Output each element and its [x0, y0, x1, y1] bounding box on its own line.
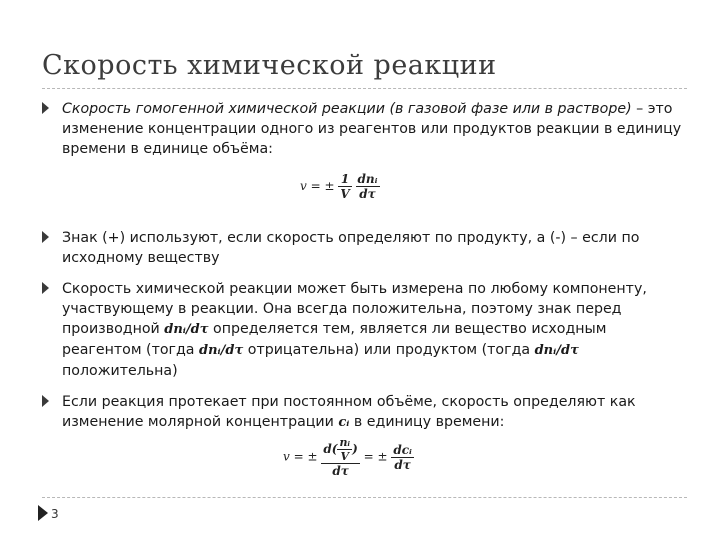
- bullet-arrow-icon: [42, 102, 49, 114]
- bullet-item-2: [62, 228, 687, 268]
- concentration-symbol: cᵢ: [338, 415, 350, 430]
- fraction-denominator: dτ: [332, 464, 349, 478]
- rate-formula-1: [300, 172, 380, 201]
- bullet-text: Знак (+) используют, если скорость определяют по продукту, а (-) – если по исходному веществу: [62, 230, 640, 266]
- fraction-numerator: d( $\frac{\text{nᵢ}}{V}$ ): [323, 436, 358, 463]
- slide-title: Скорость химической реакции: [42, 50, 497, 81]
- fraction-numerator: 1: [338, 172, 351, 187]
- fraction-denominator: V: [340, 187, 350, 201]
- bullet-arrow-icon: [42, 231, 49, 243]
- definition-term: Скорость гомогенной химической реакции: [62, 101, 385, 117]
- bullet-arrow-icon: [42, 395, 49, 407]
- page-marker-icon: [38, 505, 48, 521]
- fraction-numerator: nᵢ: [339, 436, 351, 449]
- fraction-dn-over-dt: [356, 172, 380, 201]
- bullet-item-1: [62, 99, 687, 159]
- definition-scope: (в газовой фазе или в растворе): [389, 101, 632, 117]
- derivative-symbol: dnᵢ/dτ: [534, 343, 579, 358]
- text-segment: Если реакция протекает при постоянном объёме, скорость определяют как изменение молярной концентрации: [62, 394, 636, 430]
- bullet-text: [62, 392, 687, 433]
- bullet-item-3: [62, 279, 687, 381]
- formula-lhs: v = ±: [300, 179, 335, 193]
- differential-d: d: [323, 442, 332, 456]
- fraction-numerator: dnᵢ: [357, 172, 378, 186]
- footer-divider: [42, 497, 687, 498]
- formula-equals: = ±: [363, 449, 388, 464]
- bullet-item-4: [62, 392, 687, 433]
- derivative-symbol: dnᵢ/dτ: [199, 343, 244, 358]
- title-divider: [42, 88, 687, 89]
- fraction-one-over-v: [338, 172, 351, 201]
- page-number: 3: [51, 507, 59, 521]
- fraction-dc-over-dt: [391, 443, 414, 472]
- bullet-text: [62, 99, 687, 159]
- text-segment: определяется тем, является ли вещество исходным реагентом (тогда: [62, 321, 607, 358]
- inner-fraction: [337, 436, 352, 463]
- text-segment: Скорость химической реакции может быть измерена по любому компоненту, участвующему в реакции. Она всегда положительна, поэтому знак перед производной: [62, 281, 647, 337]
- rate-formula-2: [283, 436, 414, 478]
- text-segment: положительна): [62, 363, 178, 379]
- derivative-symbol: dnᵢ/dτ: [164, 322, 209, 337]
- fraction-numerator: dcᵢ: [393, 442, 412, 457]
- bullet-text: [62, 279, 687, 381]
- bullet-arrow-icon: [42, 282, 49, 294]
- text-segment: в единицу времени:: [349, 414, 505, 430]
- fraction-denominator: V: [340, 450, 350, 463]
- fraction-denominator: dτ: [359, 187, 376, 201]
- fraction-denominator: dτ: [394, 457, 411, 472]
- text-segment: отрицательна) или продуктом (тогда: [243, 342, 535, 358]
- fraction-d-ni-over-v: [321, 436, 359, 478]
- definition-body: – это изменение концентрации одного из реагентов или продуктов реакции в единицу времени в единице объёма:: [62, 101, 682, 157]
- formula-lhs: v = ±: [283, 449, 318, 464]
